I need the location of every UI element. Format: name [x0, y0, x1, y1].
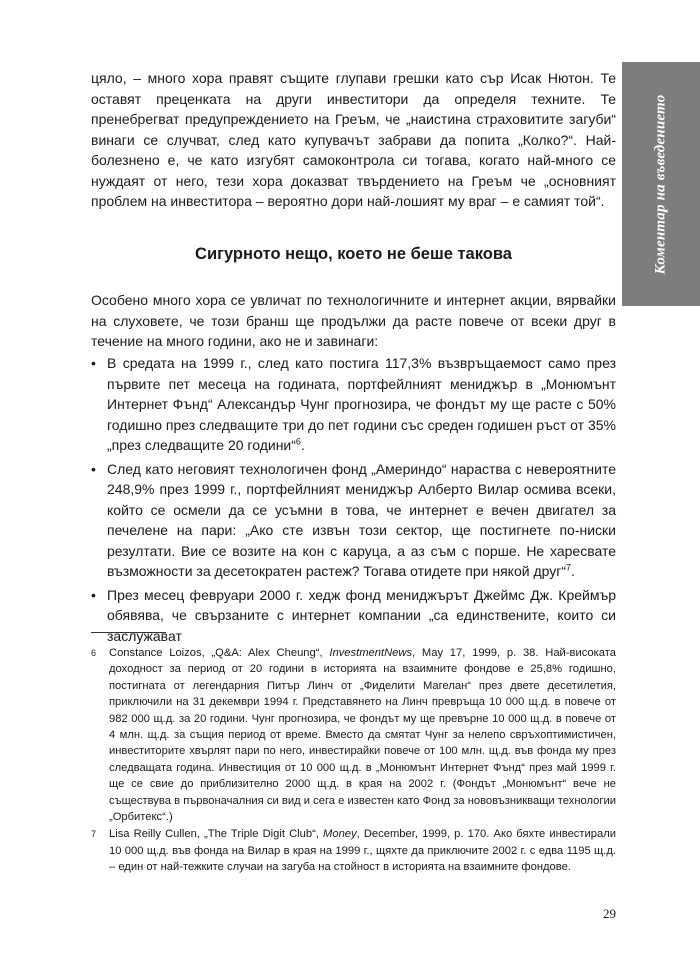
- footnote-text-post: , December, 1999, p. 170. Ако бяхте инвестирали 10 000 щ.д. във фонда на Вилар в края на 1999 г., щяхте да приключите 2002 г. с едва 1195 щ.д. – един от най-тежките случаи на загуба на стойност в историята на взаимните фондове.: [109, 828, 616, 874]
- bullet-text: В средата на 1999 г., след като постига 117,3% възвръщаемост само през първите пет месеца на годината, портфейлният мениджър в „Монюмънт Интернет Фънд“ Александър Чунг прогнозира, че фондът му ще расте с 50% годишно през следващите три до пет години със среден годишен ръст от 35% „през следващите 20 години“: [107, 355, 616, 453]
- footnote: [91, 826, 616, 875]
- footnote-ref: 6: [295, 436, 301, 447]
- footnote-publication: Money: [323, 828, 357, 841]
- section-paragraph: Особено много хора се увличат по технологичните и интернет акции, вярвайки на слуховете, че този бранш ще продължи да расте повече от всеки друг в течение на много години, ако не и завинаги:: [91, 292, 616, 349]
- footnote-number: 7: [91, 829, 97, 840]
- bullet-text: През месец февруари 2000 г. хедж фонд мениджърът Джеймс Дж. Креймър обявява, че свързаните с интернет компании „са единствените, които си заслужават: [107, 586, 616, 644]
- chapter-side-tab: [622, 62, 700, 306]
- footnote-number: 6: [91, 648, 97, 658]
- footnote-publication: InvestmentNews: [329, 647, 413, 659]
- bullet-tail: .: [300, 437, 305, 453]
- chapter-side-tab-label: Коментар на въведението: [652, 94, 669, 274]
- intro-paragraph: цяло, – много хора правят същите глупави грешки като сър Исак Нютон. Те оставят преценката на други инвеститори да определя техните. Те пренебрегват предупреждението на Греъм, че „наистина страховитите загуби“ винаги се случват, след като купувачът забрави да попита „Колко?“. Най-болезнено е, че като изгубят самоконтрола си тогава, когато най-много се нуждаят от него, тези хора доказват твърдението на Греъм че „основният проблем на инвеститора – вероятно дори най-лошият му враг – е самият той“.: [91, 70, 616, 209]
- footnotes: [91, 645, 616, 877]
- bullet-tail: .: [571, 563, 575, 579]
- bullet-list: [91, 353, 616, 649]
- bullet-dot-icon: •: [91, 355, 96, 371]
- bullet-item: [91, 459, 616, 582]
- footnote-text-pre: Lisa Reilly Cullen, „The Triple Digit Club“,: [109, 828, 324, 841]
- bullet-item: [91, 585, 616, 647]
- bullet-dot-icon: •: [91, 586, 96, 603]
- footnote-text-pre: Constance Loizos, „Q&A: Alex Cheung“,: [109, 647, 330, 659]
- bullet-dot-icon: •: [91, 460, 96, 477]
- footnote: [91, 645, 616, 825]
- section-heading: Сигурното нещо, което не беше такова: [195, 245, 512, 263]
- footnote-divider: [91, 632, 166, 633]
- bullet-item: [91, 353, 616, 456]
- footnote-ref: 7: [566, 562, 572, 573]
- bullet-text: След като неговият технологичен фонд „Америндо“ нараства с невероятните 248,9% през 1999 г., портфейлният мениджър Алберто Вилар осмива всеки, който се осмели да се усъмни в това, че интернет е вечен двигател за печелене на пари: „Ако сте извън този сектор, ще постигнете по-ниски резултати. Вие се возите на кон с каруца, а аз съм с порше. Не харесвате възможности за десетократен растеж? Тогава отидете при някой друг“: [107, 460, 616, 579]
- page-number: 29: [603, 906, 616, 921]
- footnote-text-post: , May 17, 1999, p. 38. Най-високата доходност за период от 20 години в историята на взаимните фондове е 25,8% годишно, постигната от легендарния Питър Линч от „Фиделити Магелан“ през двете десетилетия, приключили на 31 декември 1994 г. Представянето на Линч превръща 10 000 щ.д. в повече от 982 000 щ.д. за 20 години. Чунг прогнозира, че фондът му ще превърне 10 000 щ.д. в повече от 4 млн. щ.д. за същия период от време. Вместо да смятат Чунг за нелепо свръхоптимистичен, инвеститорите хвърлят пари по него, инвестирайки повече от 100 млн. щ.д. във фонда му през следващата година. Инвестиция от 10 000 щ.д. в „Монюмънт Интернет Фънд“ през май 1999 г. ще се свие до приблизително 2000 щ.д. в края на 2002 г. (Фондът „Монюмънт“ вече не съществува в първоначалния си вид и сега е известен като Фонд за нововъзникващи технологии „Орбитекс“.): [109, 647, 616, 824]
